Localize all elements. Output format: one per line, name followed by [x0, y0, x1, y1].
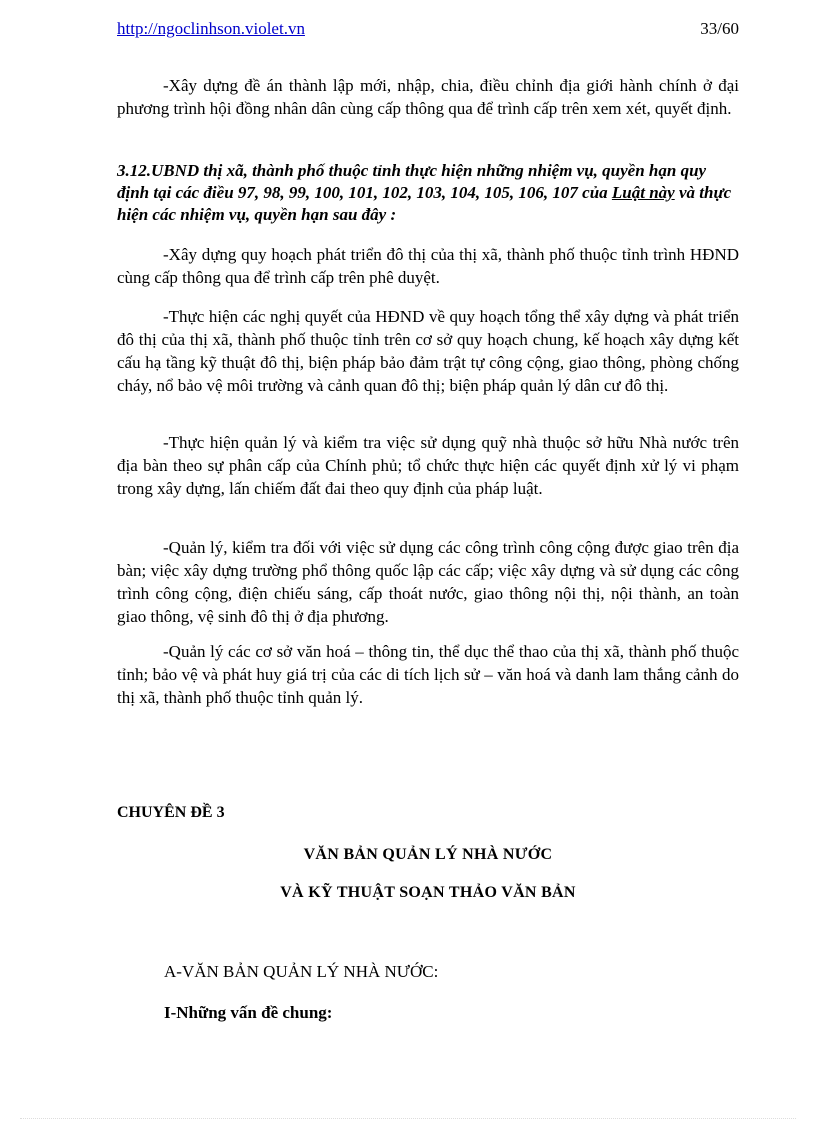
paragraph-van-hoa: -Quản lý các cơ sở văn hoá – thông tin, thể dục thể thao của thị xã, thành phố thuộc tỉnh; bảo vệ và phát huy giá trị của các di tích lịch sử – văn hoá và danh lam thắng cảnh do thị xã, thành phố thuộc tỉnh quản lý. [117, 642, 739, 707]
paragraph-quy-nha: -Thực hiện quản lý và kiểm tra việc sử dụng quỹ nhà thuộc sở hữu Nhà nước trên địa bàn theo sự phân cấp của Chính phủ; tổ chức thực hiện các quyết định xử lý vi phạm trong xây dựng, lấn chiếm đất đai theo quy định của pháp luật. [117, 433, 739, 498]
chapter-title-line-2: VÀ KỸ THUẬT SOẠN THẢO VĂN BẢN [280, 884, 576, 901]
section-a-heading: A-VĂN BẢN QUẢN LÝ NHÀ NƯỚC: [164, 962, 439, 981]
section-heading-3-12 [117, 160, 739, 226]
law-reference: Luật này [611, 183, 675, 202]
chapter-title-line-1: VĂN BẢN QUẢN LÝ NHÀ NƯỚC [303, 846, 553, 863]
heading-text-start: 3.12.UBND thị xã, thành phố thuộc tỉnh thực hiện những nhiệm vụ, quyền hạn quy định tại các điều 97, 98, 99, 100, 101, 102, 103, 104, 105, 106, 107 của [117, 161, 707, 202]
paragraph-cong-trinh: -Quản lý, kiểm tra đối với việc sử dụng các công trình công cộng được giao trên địa bàn; việc xây dựng trường phổ thông quốc lập các cấp; việc xây dựng và sử dụng các công trình công cộng, điện chiếu sáng, cấp thoát nước, giao thông nội thị, nội thành, an toàn giao thông, vệ sinh đô thị ở địa phương. [117, 538, 739, 626]
section-i-heading: I-Những vấn đề chung: [164, 1003, 333, 1022]
footer-divider [20, 1118, 796, 1119]
paragraph-dia-gioi: -Xây dựng đề án thành lập mới, nhập, chia, điều chỉnh địa giới hành chính ở đại phương trình hội đồng nhân dân cùng cấp thông qua để trình cấp trên xem xét, quyết định. [117, 76, 739, 118]
paragraph-quy-hoach: -Xây dựng quy hoạch phát triển đô thị của thị xã, thành phố thuộc tỉnh trình HĐND cùng cấp thông qua để trình cấp trên phê duyệt. [117, 245, 739, 287]
header-link[interactable]: http://ngoclinhson.violet.vn [117, 19, 305, 38]
chuyen-de-label: CHUYÊN ĐỀ 3 [117, 804, 225, 821]
heading-text-end: và thực hiện các nhiệm vụ, quyền hạn sau đây : [117, 183, 732, 224]
paragraph-nghi-quyet: -Thực hiện các nghị quyết của HĐND về quy hoạch tổng thể xây dựng và phát triển đô thị của thị xã, thành phố thuộc tỉnh trên cơ sở quy hoạch chung, kế hoạch xây dựng kết cấu hạ tầng kỹ thuật đô thị, biện pháp bảo đảm trật tự công cộng, giao thông, phòng chống cháy, nổ bảo vệ môi trường và cảnh quan đô thị; biện pháp quản lý dân cư đô thị. [117, 307, 739, 395]
page-number: 33/60 [700, 19, 739, 38]
